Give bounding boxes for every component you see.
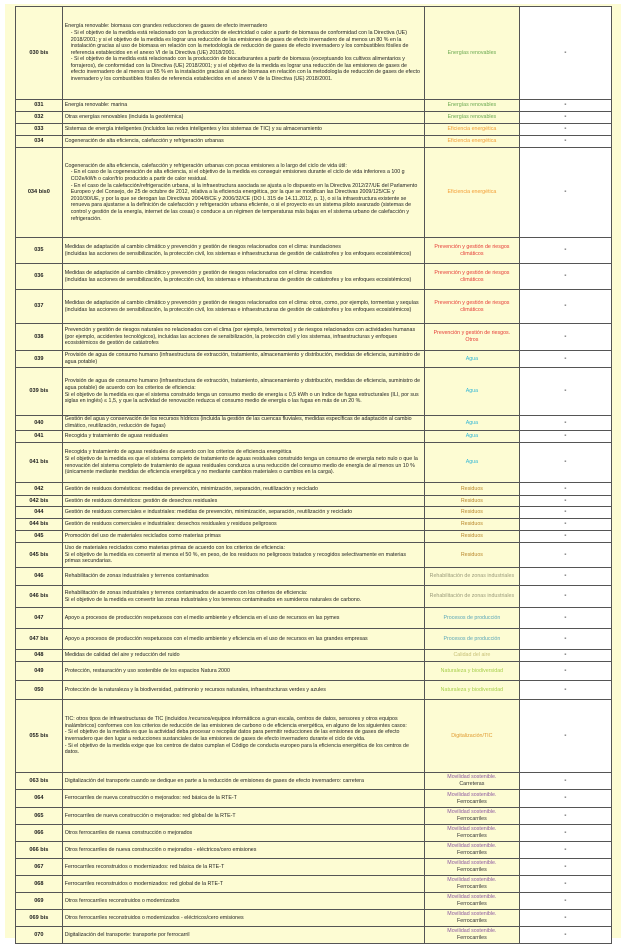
row-value: - bbox=[519, 531, 611, 543]
row-value: - bbox=[519, 351, 611, 368]
row-category bbox=[425, 324, 520, 351]
table-row bbox=[16, 910, 612, 927]
category-label: Residuos bbox=[460, 497, 483, 504]
category-label: Naturaleza y biodiversidad bbox=[440, 667, 504, 674]
description-line: Gestión de residuos comerciales e industriales: medidas de prevención, minimización, separación, reutilización y reciclado bbox=[64, 509, 353, 516]
row-category bbox=[425, 416, 520, 431]
row-code: 042 bbox=[16, 483, 63, 496]
row-category bbox=[425, 910, 520, 927]
row-value: - bbox=[519, 290, 611, 324]
intervention-fields-table bbox=[15, 6, 612, 944]
row-code: 035 bbox=[16, 238, 63, 264]
category-sublabel: Ferrocarriles bbox=[457, 833, 487, 839]
row-description bbox=[62, 136, 424, 148]
row-code: 065 bbox=[16, 808, 63, 825]
table-row bbox=[16, 112, 612, 124]
description-line: Cogeneración de alta eficiencia, calefacción y refrigeración urbanas bbox=[64, 138, 224, 145]
table-row bbox=[16, 124, 612, 136]
row-value: - bbox=[519, 700, 611, 773]
row-category bbox=[425, 124, 520, 136]
row-code: 055 bis bbox=[16, 700, 63, 773]
row-code: 070 bbox=[16, 927, 63, 944]
description-line: Otros ferrocarriles de nueva construcción o mejorados - eléctricos/cero emisiones bbox=[64, 846, 257, 853]
description-line: Uso de materiales reciclados como materias primas de acuerdo con los criterios de eficiencia: bbox=[64, 545, 285, 552]
row-value: - bbox=[519, 586, 611, 608]
row-category bbox=[425, 608, 520, 629]
table-row bbox=[16, 264, 612, 290]
description-line: Medidas de adaptación al cambio climático y prevención y gestión de riesgos relacionados con el clima: inundaciones bbox=[64, 243, 341, 250]
table-row bbox=[16, 431, 612, 443]
table-row bbox=[16, 893, 612, 910]
category-sublabel: Ferrocarriles bbox=[457, 884, 487, 890]
table-row bbox=[16, 842, 612, 859]
category-sublabel: Ferrocarriles bbox=[457, 935, 487, 941]
row-category bbox=[425, 112, 520, 124]
row-category bbox=[425, 662, 520, 681]
category-label: Residuos bbox=[460, 485, 483, 492]
table-row bbox=[16, 519, 612, 531]
category-sublabel: Ferrocarriles bbox=[457, 816, 487, 822]
row-category bbox=[425, 483, 520, 496]
category-label: Movilidad sostenible. bbox=[447, 894, 497, 901]
row-category bbox=[425, 7, 520, 100]
row-value: - bbox=[519, 368, 611, 416]
row-category bbox=[425, 825, 520, 842]
row-description bbox=[62, 681, 424, 700]
description-line: Promoción del uso de materiales reciclados como materias primas bbox=[64, 533, 221, 540]
description-line: - En el caso de la calefacción/refrigeración urbana, si la infraestructura asociada se ajusta a lo dispuesto en la Directiva 2012/27/UE del Parlamento Europeo y del Consejo, de 25 de octubre de 2012, relativa a la eficiencia energética, por la que se modifican las Directivas 2009/125/CE y 2010/30/UE, y por la que se derogan las Directivas 2004/8/CE y 2006/32/CE (DO L 315 de 14.11.2012, p. 1), o si la infraestructura existente se renueva para ajustarse a la definición de calefacción y refrigeración urbana eficiente, o si el proyecto es un sistema piloto avanzado (sistemas de control y gestión de la energía, internet de las cosas) o conduce a un régimen de temperaturas más bajas en el sistema urbano de calefacción y refrigeración. bbox=[70, 182, 418, 222]
category-sublabel: Carreteras bbox=[459, 781, 485, 787]
category-label: Movilidad sostenible. bbox=[447, 843, 497, 850]
row-code: 046 bis bbox=[16, 586, 63, 608]
row-description bbox=[62, 531, 424, 543]
row-code: 048 bbox=[16, 650, 63, 662]
table-row bbox=[16, 568, 612, 586]
row-value: - bbox=[519, 507, 611, 519]
row-category bbox=[425, 100, 520, 112]
category-label: Movilidad sostenible. bbox=[447, 928, 497, 935]
table-row bbox=[16, 773, 612, 790]
row-code: 067 bbox=[16, 859, 63, 876]
description-line: - Si el objetivo de la medida es que la actividad deba procesar o recopilar datos para permitir reducciones de las emisiones de gases de efecto invernadero que den lugar a reducciones sustanciales de las emisiones de gases de efecto invernadero durante el ciclo de vida. bbox=[64, 729, 400, 742]
category-label: Movilidad sostenible. bbox=[447, 877, 497, 884]
table-row bbox=[16, 586, 612, 608]
row-category bbox=[425, 238, 520, 264]
table-row bbox=[16, 608, 612, 629]
category-label: Procesos de producción bbox=[443, 614, 501, 621]
description-line: Digitalización del transporte: transporte por ferrocarril bbox=[64, 931, 190, 938]
description-line: TIC: otros tipos de infraestructuras de TIC (incluidos /recursos/equipos informáticos a gran escala, centros de datos, sensores y otros equipos inalámbricos) conformes con los criterios de reducción de las emisiones de carbono o de eficiencia energética, en alguno de los siguientes casos: bbox=[64, 716, 407, 729]
row-code: 041 bbox=[16, 431, 63, 443]
row-category bbox=[425, 629, 520, 650]
row-value: - bbox=[519, 842, 611, 859]
row-code: 068 bbox=[16, 876, 63, 893]
row-description bbox=[62, 543, 424, 568]
category-label: Energías renovables bbox=[447, 49, 497, 56]
table-row bbox=[16, 7, 612, 100]
description-line: Provisión de agua de consumo humano (infraestructura de extracción, tratamiento, almacenamiento y distribución, medidas de eficiencia, suministro de agua potable) bbox=[64, 352, 421, 365]
table-row bbox=[16, 808, 612, 825]
category-label: Naturaleza y biodiversidad bbox=[440, 686, 504, 693]
row-value: - bbox=[519, 443, 611, 483]
row-category bbox=[425, 893, 520, 910]
category-label: Prevención y gestión de riesgos. Otros bbox=[433, 330, 511, 343]
row-category bbox=[425, 568, 520, 586]
category-label: Movilidad sostenible. bbox=[447, 791, 497, 798]
row-description bbox=[62, 773, 424, 790]
row-value: - bbox=[519, 790, 611, 808]
table-row bbox=[16, 531, 612, 543]
row-value: - bbox=[519, 859, 611, 876]
row-code: 063 bis bbox=[16, 773, 63, 790]
category-label: Eficiencia energética bbox=[447, 138, 497, 145]
row-category bbox=[425, 543, 520, 568]
description-line: Prevención y gestión de riesgos naturales no relacionados con el clima (por ejemplo, terremotos) y de riesgos relacionados con actividades humanas (por ejemplo, accidentes tecnológicos), incluidas las acciones de sensibilización, la protección civil y los sistemas, infraestructuras y enfoques ecosistémicos de gestión de catástrofes bbox=[64, 327, 416, 347]
table-row bbox=[16, 443, 612, 483]
row-code: 066 bis bbox=[16, 842, 63, 859]
row-category bbox=[425, 531, 520, 543]
table-row bbox=[16, 368, 612, 416]
row-code: 047 bbox=[16, 608, 63, 629]
row-description bbox=[62, 100, 424, 112]
row-description bbox=[62, 629, 424, 650]
description-line: Rehabilitación de zonas industriales y terrenos contaminados de acuerdo con los criterios de eficiencia: bbox=[64, 589, 308, 596]
row-code: 042 bis bbox=[16, 496, 63, 507]
category-label: Energías renovables bbox=[447, 114, 497, 121]
row-value: - bbox=[519, 324, 611, 351]
row-code: 039 bbox=[16, 351, 63, 368]
row-value: - bbox=[519, 543, 611, 568]
row-value: - bbox=[519, 650, 611, 662]
description-line: Medidas de adaptación al cambio climático y prevención y gestión de riesgos relacionados con el clima: incendios bbox=[64, 269, 333, 276]
row-category bbox=[425, 842, 520, 859]
table-row bbox=[16, 351, 612, 368]
row-description bbox=[62, 790, 424, 808]
table-row bbox=[16, 650, 612, 662]
row-value: - bbox=[519, 100, 611, 112]
category-label: Prevención y gestión de riesgos climáticos bbox=[434, 269, 510, 283]
row-code: 030 bis bbox=[16, 7, 63, 100]
row-description bbox=[62, 519, 424, 531]
description-line: Digitalización del transporte cuando se dedique en parte a la reducción de emisiones de gases de efecto invernadero: carretera bbox=[64, 777, 364, 784]
category-label: Agua bbox=[465, 419, 479, 426]
description-line: Recogida y tratamiento de aguas residuales de acuerdo con los criterios de eficiencia energética bbox=[64, 449, 292, 456]
row-code: 037 bbox=[16, 290, 63, 324]
row-description bbox=[62, 483, 424, 496]
table-row bbox=[16, 927, 612, 944]
description-line: Provisión de agua de consumo humano (infraestructura de extracción, tratamiento, almacenamiento y distribución, medidas de eficiencia, suministro de agua potable) de acuerdo con los criterios de eficiencia: bbox=[64, 378, 421, 391]
row-code: 032 bbox=[16, 112, 63, 124]
category-label: Rehabilitación de zonas industriales bbox=[429, 573, 515, 580]
row-value: - bbox=[519, 7, 611, 100]
row-value: - bbox=[519, 416, 611, 431]
table-row bbox=[16, 136, 612, 148]
row-description bbox=[62, 443, 424, 483]
description-line: Sistemas de energía inteligentes (incluidos las redes inteligentes y los sistemas de TIC) y su almacenamiento bbox=[64, 126, 322, 133]
description-line: (incluidas las acciones de sensibilización, la protección civil, los sistemas e infraestructuras de gestión de catástrofes y los enfoques ecosistémicos) bbox=[64, 250, 412, 257]
row-value: - bbox=[519, 496, 611, 507]
row-code: 050 bbox=[16, 681, 63, 700]
description-line: Protección de la naturaleza y la biodiversidad, patrimonio y recursos naturales, infraestructuras verdes y azules bbox=[64, 686, 326, 693]
row-category bbox=[425, 496, 520, 507]
category-label: Agua bbox=[465, 459, 479, 466]
description-line: Apoyo a procesos de producción respetuosos con el medio ambiente y eficiencia en el uso de recursos en las grandes empresas bbox=[64, 635, 368, 642]
category-label: Agua bbox=[465, 388, 479, 395]
row-description bbox=[62, 290, 424, 324]
row-value: - bbox=[519, 148, 611, 238]
row-description bbox=[62, 264, 424, 290]
table-row bbox=[16, 483, 612, 496]
row-code: 039 bis bbox=[16, 368, 63, 416]
row-category bbox=[425, 876, 520, 893]
row-description bbox=[62, 608, 424, 629]
description-line: - Si el objetivo de la medida está relacionado con la producción de biocarburantes a partir de biomasa (exceptuando los cultivos alimentarios y forrajeros), de conformidad con la Directiva (UE) 2018/2001; y si el objetivo de la medida es lograr una reducción de las emisiones de gases de efecto invernadero de al menos un 65 % en la instalación gracias al uso de biomasa en relación con la metodología de reducción de gases de efecto invernadero y los combustibles fósiles de referencia establecidos en el anexo V de la Directiva (UE) 2018/2001. bbox=[70, 56, 420, 83]
table-row bbox=[16, 100, 612, 112]
row-value: - bbox=[519, 124, 611, 136]
row-code: 040 bbox=[16, 416, 63, 431]
row-description bbox=[62, 859, 424, 876]
row-value: - bbox=[519, 629, 611, 650]
row-code: 044 bis bbox=[16, 519, 63, 531]
description-line: Ferrocarriles reconstruidos o modernizados: red básica de la RTE-T bbox=[64, 863, 225, 870]
row-description bbox=[62, 416, 424, 431]
table-row bbox=[16, 629, 612, 650]
row-value: - bbox=[519, 773, 611, 790]
category-label: Movilidad sostenible. bbox=[447, 911, 497, 918]
category-label: Movilidad sostenible. bbox=[447, 774, 497, 781]
row-category bbox=[425, 148, 520, 238]
row-description bbox=[62, 507, 424, 519]
category-sublabel: Ferrocarriles bbox=[457, 867, 487, 873]
category-sublabel: Ferrocarriles bbox=[457, 798, 487, 805]
row-description bbox=[62, 825, 424, 842]
description-line: Gestión del agua y conservación de los recursos hídricos (incluida la gestión de las cuencas fluviales, medidas específicas de adaptación al cambio climático, reutilización, reducción de fugas) bbox=[64, 416, 412, 429]
table-row bbox=[16, 662, 612, 681]
table-row bbox=[16, 324, 612, 351]
row-value: - bbox=[519, 136, 611, 148]
description-line: Medidas de adaptación al cambio climático y prevención y gestión de riesgos relacionados con el clima: otros, como, por ejemplo, tormentas y sequías bbox=[64, 299, 419, 306]
row-code: 033 bbox=[16, 124, 63, 136]
description-line: Gestión de residuos comerciales e industriales: desechos residuales y residuos peligrosos bbox=[64, 521, 277, 528]
description-line: Medidas de calidad del aire y reducción del ruido bbox=[64, 652, 180, 659]
description-line: Otras energías renovables (incluida la geotérmica) bbox=[64, 114, 184, 121]
description-line: Si el objetivo de la medida es que el sistema completo de tratamiento de aguas residuales construido tenga un consumo de energía neto nulo o que la renovación del sistema completo de tratamiento de aguas residuales conduzca a una reducción del consumo medio de energía de al menos un 10 % (únicamente mediante medidas de eficiencia energética y no mediante cambios materiales o cambios en la carga). bbox=[64, 455, 418, 476]
description-line: (incluidas las acciones de sensibilización, la protección civil, los sistemas e infraestructuras de gestión de catástrofes y los enfoques ecosistémicos) bbox=[64, 306, 412, 313]
row-description bbox=[62, 238, 424, 264]
description-line: Si el objetivo de la medida es convertir las zonas industriales y los terrenos contaminados en sumideros naturales de carbono. bbox=[64, 596, 362, 603]
category-sublabel: Ferrocarriles bbox=[457, 901, 487, 907]
row-value: - bbox=[519, 927, 611, 944]
description-line: Si el objetivo de la medida es convertir al menos el 50 %, en peso, de los residuos no peligrosos tratados y recogidos selectivamente en materias primas secundarias. bbox=[64, 551, 406, 565]
description-line: Gestión de residuos domésticos: gestión de desechos residuales bbox=[64, 497, 218, 504]
row-category bbox=[425, 773, 520, 790]
row-category bbox=[425, 650, 520, 662]
row-category bbox=[425, 368, 520, 416]
row-description bbox=[62, 7, 424, 100]
description-line: Otros ferrocarriles reconstruidos o modernizados bbox=[64, 897, 180, 904]
row-category bbox=[425, 136, 520, 148]
row-category bbox=[425, 586, 520, 608]
row-value: - bbox=[519, 808, 611, 825]
row-value: - bbox=[519, 112, 611, 124]
category-label: Residuos bbox=[460, 509, 483, 516]
row-category bbox=[425, 443, 520, 483]
description-line: Otros ferrocarriles reconstruidos o modernizados - eléctricos/cero emisiones bbox=[64, 914, 244, 921]
table-row bbox=[16, 496, 612, 507]
row-value: - bbox=[519, 825, 611, 842]
row-category bbox=[425, 790, 520, 808]
table-row bbox=[16, 681, 612, 700]
row-value: - bbox=[519, 238, 611, 264]
category-label: Residuos bbox=[460, 533, 483, 540]
row-code: 064 bbox=[16, 790, 63, 808]
row-description bbox=[62, 568, 424, 586]
table-row bbox=[16, 238, 612, 264]
row-description bbox=[62, 586, 424, 608]
row-value: - bbox=[519, 519, 611, 531]
row-category bbox=[425, 519, 520, 531]
table-row bbox=[16, 876, 612, 893]
row-value: - bbox=[519, 483, 611, 496]
category-label: Movilidad sostenible. bbox=[447, 809, 497, 816]
row-value: - bbox=[519, 608, 611, 629]
description-line: Ferrocarriles de nueva construcción o mejorados: red global de la RTE-T bbox=[64, 812, 236, 819]
row-code: 031 bbox=[16, 100, 63, 112]
description-line: - Si el objetivo de la medida exige que los centros de datos cumplan el Código de conducta europeo para la eficiencia energética de los centros de datos. bbox=[64, 742, 409, 756]
row-description bbox=[62, 893, 424, 910]
category-label: Movilidad sostenible. bbox=[447, 826, 497, 833]
table-row bbox=[16, 543, 612, 568]
row-description bbox=[62, 876, 424, 893]
description-line: Energía renovable: biomasa con grandes reducciones de gases de efecto invernadero bbox=[64, 23, 268, 30]
row-description bbox=[62, 351, 424, 368]
row-category bbox=[425, 681, 520, 700]
row-code: 047 bis bbox=[16, 629, 63, 650]
table-row bbox=[16, 859, 612, 876]
row-code: 036 bbox=[16, 264, 63, 290]
row-description bbox=[62, 124, 424, 136]
category-label: Residuos bbox=[460, 551, 483, 558]
table-body bbox=[16, 7, 612, 944]
row-description bbox=[62, 368, 424, 416]
category-label: Calidad del aire bbox=[453, 652, 491, 659]
description-line: Si el objetivo de la medida es que el sistema construido tenga un consumo medio de energía ≤ 0,5 kWh o un índice de fugas estructurales (ILI, por sus siglas en inglés) ≤ 1,5, y que la actividad de renovación reduzca el consumo medio de energía o las fugas en más de un 20 %. bbox=[64, 391, 419, 405]
row-value: - bbox=[519, 893, 611, 910]
description-line: Cogeneración de alta eficiencia, calefacción y refrigeración urbanas con pocas emisiones a lo largo del ciclo de vida útil: bbox=[64, 162, 347, 169]
description-line: Recogida y tratamiento de aguas residuales bbox=[64, 433, 169, 440]
row-code: 034 bis0 bbox=[16, 148, 63, 238]
category-label: Rehabilitación de zonas industriales bbox=[429, 593, 515, 600]
row-description bbox=[62, 431, 424, 443]
description-line: Ferrocarriles reconstruidos o modernizados: red global de la RTE-T bbox=[64, 880, 224, 887]
category-label: Agua bbox=[465, 355, 479, 362]
category-label: Eficiencia energética bbox=[447, 189, 497, 196]
row-value: - bbox=[519, 681, 611, 700]
row-category bbox=[425, 927, 520, 944]
description-line: - Si el objetivo de la medida está relacionado con la producción de electricidad o calor a partir de biomasa de conformidad con la Directiva (UE) 2018/2001; y si el objetivo de la medida es lograr una reducción de las emisiones de gases de efecto invernadero de al menos un 80 % en la instalación gracias al uso de biomasa en relación con la metodología de reducción de gases de efecto invernadero y los combustibles fósiles de referencia establecidos en el anexo VI de la Directiva (UE) 2018/2001. bbox=[70, 29, 409, 56]
row-code: 045 bbox=[16, 531, 63, 543]
row-code: 066 bbox=[16, 825, 63, 842]
category-label: Procesos de producción bbox=[443, 635, 501, 642]
row-code: 049 bbox=[16, 662, 63, 681]
row-description bbox=[62, 910, 424, 927]
row-category bbox=[425, 507, 520, 519]
description-line: Ferrocarriles de nueva construcción o mejorados: red básica de la RTE-T bbox=[64, 795, 237, 802]
category-label: Residuos bbox=[460, 521, 483, 528]
row-code: 041 bis bbox=[16, 443, 63, 483]
row-value: - bbox=[519, 264, 611, 290]
row-description bbox=[62, 148, 424, 238]
row-category bbox=[425, 808, 520, 825]
table-row bbox=[16, 148, 612, 238]
row-category bbox=[425, 290, 520, 324]
category-label: Eficiencia energética bbox=[447, 126, 497, 133]
category-label: Energías renovables bbox=[447, 102, 497, 109]
row-value: - bbox=[519, 876, 611, 893]
category-sublabel: Ferrocarriles bbox=[457, 850, 487, 856]
description-line: Rehabilitación de zonas industriales y terrenos contaminados bbox=[64, 573, 209, 580]
category-label: Digitalización/TIC bbox=[451, 732, 493, 739]
row-value: - bbox=[519, 662, 611, 681]
row-code: 069 bbox=[16, 893, 63, 910]
row-code: 046 bbox=[16, 568, 63, 586]
row-code: 045 bis bbox=[16, 543, 63, 568]
row-category bbox=[425, 431, 520, 443]
row-description bbox=[62, 808, 424, 825]
row-description bbox=[62, 650, 424, 662]
row-category bbox=[425, 700, 520, 773]
row-value: - bbox=[519, 431, 611, 443]
description-line: Protección, restauración y uso sostenible de los espacios Natura 2000 bbox=[64, 667, 230, 674]
row-value: - bbox=[519, 568, 611, 586]
row-description bbox=[62, 496, 424, 507]
table-row bbox=[16, 416, 612, 431]
row-code: 034 bbox=[16, 136, 63, 148]
category-label: Agua bbox=[465, 433, 479, 440]
spreadsheet-page bbox=[5, 4, 621, 941]
row-category bbox=[425, 859, 520, 876]
category-sublabel: Ferrocarriles bbox=[457, 918, 487, 924]
row-code: 069 bis bbox=[16, 910, 63, 927]
row-description bbox=[62, 324, 424, 351]
row-value: - bbox=[519, 910, 611, 927]
description-line: Gestión de residuos domésticos: medidas de prevención, minimización, separación, reutilización y reciclado bbox=[64, 485, 318, 492]
row-description bbox=[62, 700, 424, 773]
row-description bbox=[62, 112, 424, 124]
row-description bbox=[62, 842, 424, 859]
row-category bbox=[425, 351, 520, 368]
category-label: Prevención y gestión de riesgos climáticos bbox=[434, 299, 510, 313]
row-category bbox=[425, 264, 520, 290]
row-code: 044 bbox=[16, 507, 63, 519]
table-row bbox=[16, 825, 612, 842]
row-code: 038 bbox=[16, 324, 63, 351]
category-label: Movilidad sostenible. bbox=[447, 860, 497, 867]
row-description bbox=[62, 927, 424, 944]
table-row bbox=[16, 700, 612, 773]
description-line: Apoyo a procesos de producción respetuosos con el medio ambiente y eficiencia en el uso de recursos en las pymes bbox=[64, 614, 340, 621]
table-row bbox=[16, 290, 612, 324]
description-line: - En el caso de la cogeneración de alta eficiencia, si el objetivo de la medida es conseguir emisiones durante el ciclo de vida inferiores a 100 g CO2e/kWh o calor/frío producido a partir de calor residual. bbox=[70, 169, 405, 183]
table-row bbox=[16, 507, 612, 519]
description-line: (incluidas las acciones de sensibilización, la protección civil, los sistemas e infraestructuras de gestión de catástrofes y los enfoques ecosistémicos) bbox=[64, 276, 412, 283]
table-row bbox=[16, 790, 612, 808]
description-line: Energía renovable: marina bbox=[64, 102, 128, 109]
description-line: Otros ferrocarriles de nueva construcción o mejorados bbox=[64, 829, 193, 836]
row-description bbox=[62, 662, 424, 681]
category-label: Prevención y gestión de riesgos climáticos bbox=[434, 243, 510, 257]
